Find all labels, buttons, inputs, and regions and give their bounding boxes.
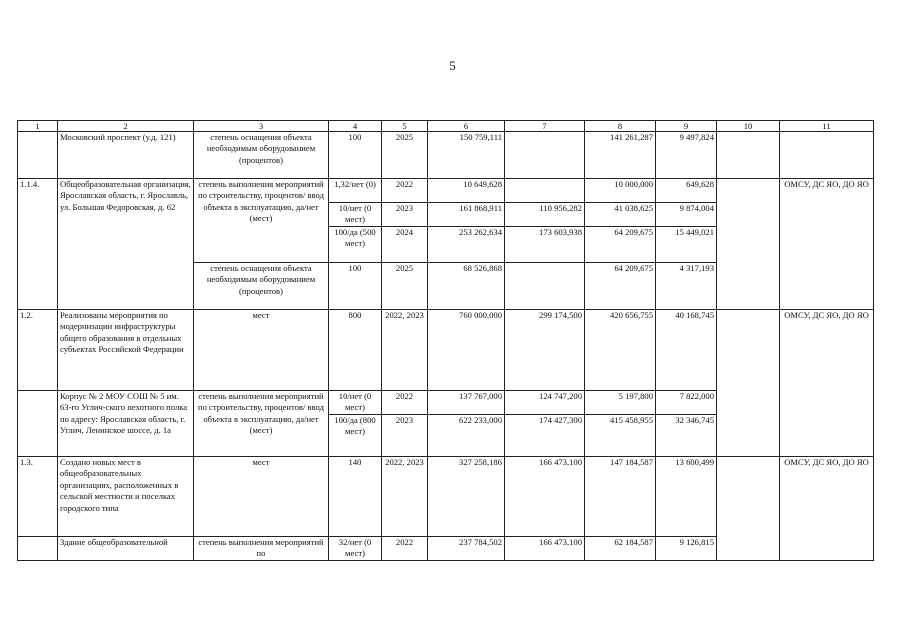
indicator-value: 140 bbox=[329, 457, 382, 537]
amount-federal: 166 473,100 bbox=[505, 537, 585, 561]
amount-total: 327 258,186 bbox=[428, 457, 505, 537]
object-name: Общеобразовательная организация, Ярославская область, г. Ярославль, ул. Большая Федоровская, д. 62 bbox=[58, 179, 194, 310]
header-cell: 6 bbox=[428, 121, 505, 132]
indicator: степень выполнения мероприятий по bbox=[194, 537, 329, 561]
indicator-value: 1,32/нет (0) bbox=[329, 179, 382, 203]
indicator: степень выполнения мероприятий по строительству, процентов/ ввод объекта в эксплуатацию, да/нет (мест) bbox=[194, 391, 329, 457]
executor bbox=[780, 132, 874, 179]
indicator-value: 100/да (800 мест) bbox=[329, 415, 382, 457]
header-cell: 10 bbox=[717, 121, 780, 132]
year: 2022 bbox=[382, 537, 428, 561]
header-row bbox=[18, 121, 874, 132]
amount-regional: 420 656,755 bbox=[585, 310, 656, 391]
indicator-value: 100/да (500 мест) bbox=[329, 227, 382, 263]
amount-regional: 64 209,675 bbox=[585, 227, 656, 263]
year: 2023 bbox=[382, 203, 428, 227]
object-name: Реализованы мероприятия по модернизации инфраструктуры общего образования в отдельных субъектах Российской Федерации bbox=[58, 310, 194, 391]
header-cell: 5 bbox=[382, 121, 428, 132]
amount-local: 4 317,193 bbox=[656, 263, 717, 310]
amount-total: 237 784,502 bbox=[428, 537, 505, 561]
year: 2022 bbox=[382, 179, 428, 203]
indicator: степень выполнения мероприятий по строительству, процентов/ ввод объекта в эксплуатацию, да/нет (мест) bbox=[194, 179, 329, 263]
header-cell: 2 bbox=[58, 121, 194, 132]
executor: ОМСУ, ДС ЯО, ДО ЯО bbox=[780, 179, 874, 310]
amount-regional: 5 197,800 bbox=[585, 391, 656, 415]
amount-other bbox=[717, 179, 780, 310]
year: 2022 bbox=[382, 391, 428, 415]
amount-other bbox=[717, 310, 780, 457]
table-row bbox=[18, 179, 874, 203]
amount-total: 253 262,634 bbox=[428, 227, 505, 263]
amount-federal: 124 747,200 bbox=[505, 391, 585, 415]
header-cell: 4 bbox=[329, 121, 382, 132]
year: 2023 bbox=[382, 415, 428, 457]
table-row bbox=[18, 310, 874, 391]
indicator-value: 10/нет (0 мест) bbox=[329, 203, 382, 227]
indicator-value: 10/нет (0 мест) bbox=[329, 391, 382, 415]
executor: ОМСУ, ДС ЯО, ДО ЯО bbox=[780, 457, 874, 561]
amount-regional: 147 184,587 bbox=[585, 457, 656, 537]
header-cell: 8 bbox=[585, 121, 656, 132]
indicator: степень оснащения объекта необходимым оборудованием (процентов) bbox=[194, 263, 329, 310]
row-number: 1.2. bbox=[18, 310, 58, 391]
amount-federal: 166 473,100 bbox=[505, 457, 585, 537]
amount-local: 9 126,815 bbox=[656, 537, 717, 561]
header-cell: 11 bbox=[780, 121, 874, 132]
amount-local: 7 822,000 bbox=[656, 391, 717, 415]
header-cell: 7 bbox=[505, 121, 585, 132]
amount-federal: 299 174,500 bbox=[505, 310, 585, 391]
page-number: 5 bbox=[449, 58, 456, 73]
amount-regional: 415 458,955 bbox=[585, 415, 656, 457]
amount-other bbox=[717, 132, 780, 179]
indicator-value: 100 bbox=[329, 263, 382, 310]
indicator: мест bbox=[194, 457, 329, 537]
indicator-value: 32/нет (0 мест) bbox=[329, 537, 382, 561]
amount-total: 68 526,868 bbox=[428, 263, 505, 310]
amount-local: 32 346,745 bbox=[656, 415, 717, 457]
amount-total: 137 767,000 bbox=[428, 391, 505, 415]
year: 2022, 2023 bbox=[382, 457, 428, 537]
amount-regional: 62 184,587 bbox=[585, 537, 656, 561]
amount-federal: 174 427,300 bbox=[505, 415, 585, 457]
amount-federal bbox=[505, 132, 585, 179]
amount-regional: 141 261,287 bbox=[585, 132, 656, 179]
table-row bbox=[18, 457, 874, 537]
executor: ОМСУ, ДС ЯО, ДО ЯО bbox=[780, 310, 874, 457]
year: 2025 bbox=[382, 263, 428, 310]
amount-federal: 110 956,282 bbox=[505, 203, 585, 227]
amount-local: 9 497,824 bbox=[656, 132, 717, 179]
indicator: степень оснащения объекта необходимым оборудованием (процентов) bbox=[194, 132, 329, 179]
object-name: Корпус № 2 МОУ СОШ № 5 им. 63-го Углич-ского пехотного полка по адресу: Ярославская область, г. Углич, Ленинское шоссе, д. 1а bbox=[58, 391, 194, 457]
amount-total: 760 000,000 bbox=[428, 310, 505, 391]
amount-local: 40 168,745 bbox=[656, 310, 717, 391]
object-name: Московский проспект (у.д. 121) bbox=[58, 132, 194, 179]
indicator-value: 100 bbox=[329, 132, 382, 179]
row-number: 1.1.4. bbox=[18, 179, 58, 310]
amount-federal bbox=[505, 263, 585, 310]
header-cell: 1 bbox=[18, 121, 58, 132]
indicator-value: 800 bbox=[329, 310, 382, 391]
row-number bbox=[18, 391, 58, 457]
amount-federal: 173 603,938 bbox=[505, 227, 585, 263]
year: 2022, 2023 bbox=[382, 310, 428, 391]
amount-regional: 10 000,000 bbox=[585, 179, 656, 203]
amount-regional: 64 209,675 bbox=[585, 263, 656, 310]
program-table bbox=[17, 120, 874, 561]
object-name: Создано новых мест в общеобразовательных организациях, расположенных в сельской местности и поселках городского типа bbox=[58, 457, 194, 537]
amount-local: 15 449,021 bbox=[656, 227, 717, 263]
header-cell: 9 bbox=[656, 121, 717, 132]
amount-local: 9 874,004 bbox=[656, 203, 717, 227]
amount-local: 649,628 bbox=[656, 179, 717, 203]
amount-total: 150 759,111 bbox=[428, 132, 505, 179]
amount-regional: 41 038,625 bbox=[585, 203, 656, 227]
row-number: 1.3. bbox=[18, 457, 58, 537]
amount-total: 622 233,000 bbox=[428, 415, 505, 457]
amount-total: 161 868,911 bbox=[428, 203, 505, 227]
row-number bbox=[18, 537, 58, 561]
indicator: мест bbox=[194, 310, 329, 391]
amount-other bbox=[717, 457, 780, 561]
year: 2025 bbox=[382, 132, 428, 179]
object-name: Здание общеобразовательной bbox=[58, 537, 194, 561]
amount-local: 13 600,499 bbox=[656, 457, 717, 537]
header-cell: 3 bbox=[194, 121, 329, 132]
year: 2024 bbox=[382, 227, 428, 263]
table-row bbox=[18, 132, 874, 179]
amount-total: 10 649,628 bbox=[428, 179, 505, 203]
amount-federal bbox=[505, 179, 585, 203]
row-number bbox=[18, 132, 58, 179]
